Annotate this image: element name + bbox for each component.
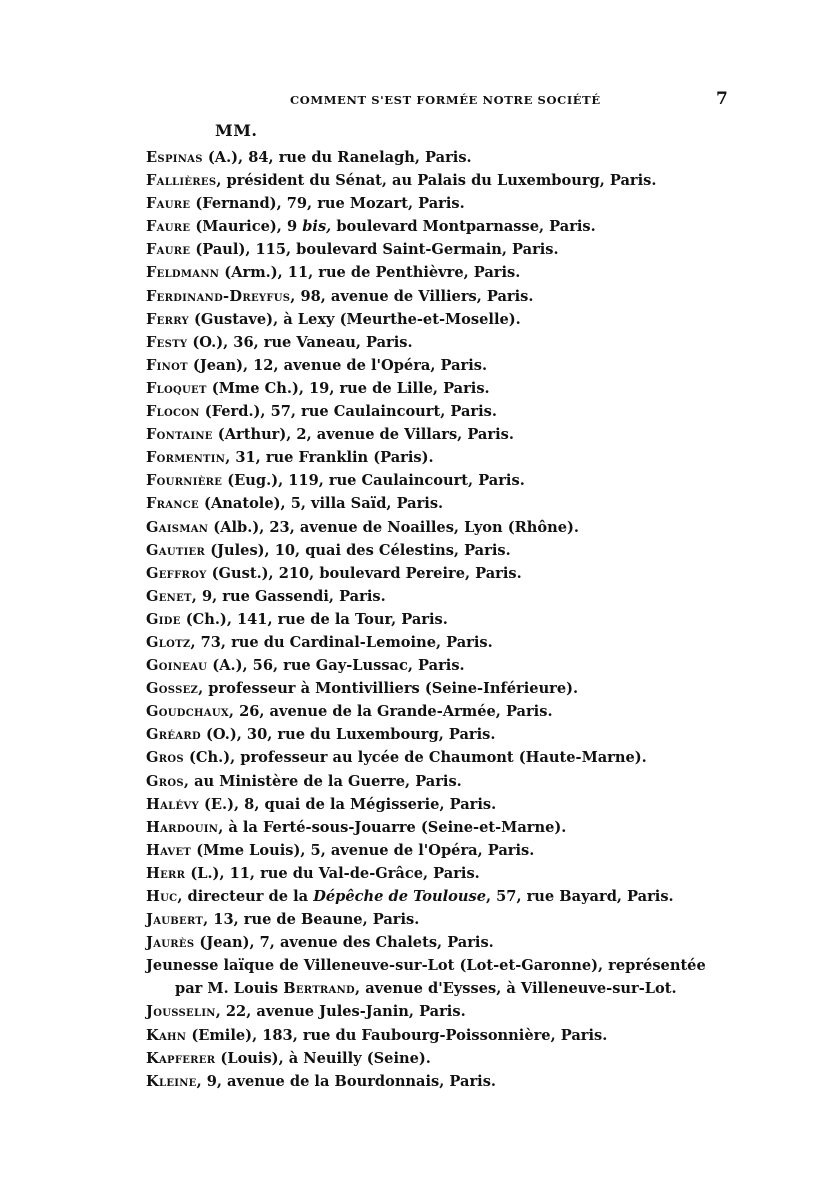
member-details: , directeur de la (177, 888, 314, 905)
member-details: (O.), 30, rue du Luxembourg, Paris. (200, 726, 496, 744)
list-item (146, 631, 736, 654)
member-details: (Maurice), 9 (190, 218, 303, 236)
member-surname: Fontaine (146, 426, 213, 444)
list-item (146, 677, 736, 700)
list-item (146, 885, 736, 908)
member-surname: Gréard (146, 726, 201, 744)
member-details: (Ch.), 141, rue de la Tour, Paris. (180, 610, 448, 628)
list-item (146, 746, 736, 769)
member-details-italic: bis, (302, 218, 332, 236)
list-item (146, 539, 736, 562)
member-details: , 57, rue Bayard, Paris. (485, 888, 674, 905)
member-details: Jeunesse laïque de Villeneuve-sur-Lot (Lot-et-Garonne), représentée par M. Louis (146, 957, 706, 998)
member-surname: Fournière (146, 472, 223, 490)
member-details: (E.), 8, quai de la Mégisserie, Paris. (198, 795, 497, 813)
member-details: (Gust.), 210, boulevard Pereire, Paris. (206, 564, 522, 582)
member-surname: France (146, 495, 199, 513)
member-details-italic: Dépêche de Toulouse (313, 888, 486, 905)
member-details: (Arm.), 11, rue de Penthièvre, Paris. (219, 264, 521, 282)
list-item (146, 446, 736, 469)
member-surname: Gros (146, 772, 184, 790)
list-item (146, 192, 736, 215)
member-surname: Goudchaux (146, 703, 229, 721)
member-surname: Genet (146, 587, 192, 605)
member-details: (Paul), 115, boulevard Saint-Germain, Paris. (190, 241, 559, 259)
member-surname: Festy (146, 333, 188, 351)
member-surname: Bertrand (283, 980, 356, 998)
list-item (146, 585, 736, 608)
member-surname: Floquet (146, 379, 207, 397)
member-surname: Havet (146, 841, 192, 859)
member-details: , avenue d'Eysses, à Villeneuve-sur-Lot. (355, 980, 677, 998)
list-item (146, 492, 736, 515)
member-surname: Kapferer (146, 1049, 216, 1067)
member-details: (Eug.), 119, rue Caulaincourt, Paris. (222, 472, 525, 490)
member-surname: Gaisman (146, 518, 209, 536)
member-details: (Fernand), 79, rue Mozart, Paris. (190, 195, 465, 213)
member-surname: Herr (146, 864, 186, 882)
member-surname: Gros (146, 749, 184, 767)
member-details: (Jules), 10, quai des Célestins, Paris. (205, 541, 511, 559)
member-details: (Jean), 12, avenue de l'Opéra, Paris. (187, 356, 488, 374)
member-details: (Emile), 183, rue du Faubourg-Poissonnière, Paris. (186, 1026, 608, 1044)
list-item (146, 146, 736, 169)
member-details: (Mme Louis), 5, avenue de l'Opéra, Paris. (191, 841, 535, 859)
member-list (146, 146, 736, 1093)
list-item (146, 770, 736, 793)
list-item (146, 169, 736, 192)
list-item (146, 793, 736, 816)
member-details: (A.), 84, rue du Ranelagh, Paris. (202, 149, 472, 166)
member-details: , à la Ferté-sous-Jouarre (Seine-et-Marne). (218, 818, 567, 836)
member-details: , 13, rue de Beaune, Paris. (203, 911, 420, 929)
member-details: , au Ministère de la Guerre, Paris. (183, 772, 462, 790)
member-details: , 22, avenue Jules-Janin, Paris. (215, 1003, 466, 1021)
member-surname: Feldmann (146, 264, 220, 282)
member-surname: Halévy (146, 795, 199, 813)
list-item (146, 1000, 736, 1023)
member-details: boulevard Montparnasse, Paris. (331, 218, 596, 236)
member-details: , président du Sénat, au Palais du Luxembourg, Paris. (216, 172, 657, 190)
list-item (146, 1047, 736, 1070)
member-details: , 9, avenue de la Bourdonnais, Paris. (196, 1072, 496, 1090)
member-details: (Arthur), 2, avenue de Villars, Paris. (212, 426, 514, 444)
member-surname: Goineau (146, 657, 208, 675)
list-item (146, 908, 736, 931)
list-item (146, 423, 736, 446)
member-surname: Ferry (146, 310, 189, 328)
member-surname: Faure (146, 218, 191, 236)
member-details: (L.), 11, rue du Val-de-Grâce, Paris. (185, 864, 480, 882)
list-item (146, 469, 736, 492)
member-surname: Glotz (146, 633, 191, 651)
page-number: 7 (716, 89, 728, 109)
member-details: , 31, rue Franklin (Paris). (225, 449, 434, 467)
member-details: , 9, rue Gassendi, Paris. (191, 587, 386, 605)
list-item (146, 331, 736, 354)
running-title: COMMENT S'EST FORMÉE NOTRE SOCIÉTÉ (290, 93, 601, 107)
list-item (146, 931, 736, 954)
list-item (146, 1070, 736, 1093)
member-surname: Kleine (146, 1072, 197, 1090)
member-details: , 26, avenue de la Grande-Armée, Paris. (228, 703, 553, 721)
list-item (146, 816, 736, 839)
member-surname: Gossez (146, 680, 199, 698)
member-surname: Espinas (146, 149, 203, 166)
member-details: (Ch.), professeur au lycée de Chaumont (Haute-Marne). (183, 749, 647, 767)
member-surname: Jaurès (146, 934, 195, 952)
list-item (146, 700, 736, 723)
list-item (146, 215, 736, 238)
member-surname: Faure (146, 195, 191, 213)
member-details: (Jean), 7, avenue des Chalets, Paris. (194, 934, 494, 952)
member-details: (Alb.), 23, avenue de Noailles, Lyon (Rhône). (208, 518, 579, 536)
member-details: (Mme Ch.), 19, rue de Lille, Paris. (206, 379, 490, 397)
member-details: , 98, avenue de Villiers, Paris. (290, 287, 534, 305)
member-details: , professeur à Montivilliers (Seine-Inférieure). (198, 680, 579, 698)
member-surname: Finot (146, 356, 188, 374)
list-item (146, 400, 736, 423)
list-item (146, 839, 736, 862)
list-item (146, 1024, 736, 1047)
list-item (146, 238, 736, 261)
list-item (146, 954, 736, 1000)
member-surname: Gautier (146, 541, 206, 559)
member-surname: Flocon (146, 403, 200, 421)
member-surname: Gide (146, 610, 181, 628)
member-surname: Faure (146, 241, 191, 259)
member-surname: Kahn (146, 1026, 187, 1044)
list-item (146, 516, 736, 539)
list-item (146, 261, 736, 284)
list-item (146, 377, 736, 400)
list-item (146, 654, 736, 677)
list-item (146, 562, 736, 585)
list-item (146, 608, 736, 631)
member-surname: Hardouin (146, 818, 219, 836)
member-surname: Jousselin (146, 1003, 216, 1021)
list-item (146, 308, 736, 331)
member-surname: Ferdinand-Dreyfus (146, 287, 291, 305)
member-surname: Formentin (146, 449, 226, 467)
member-details: (O.), 36, rue Vaneau, Paris. (187, 333, 413, 351)
salutation: MM. (215, 121, 258, 140)
member-details: (Gustave), à Lexy (Meurthe-et-Moselle). (188, 310, 521, 328)
member-surname: Fallières (146, 172, 217, 190)
list-item (146, 285, 736, 308)
member-details: (A.), 56, rue Gay-Lussac, Paris. (207, 657, 465, 675)
member-details: , 73, rue du Cardinal-Lemoine, Paris. (190, 633, 493, 651)
member-details: (Louis), à Neuilly (Seine). (215, 1049, 431, 1067)
list-item (146, 862, 736, 885)
list-item (146, 354, 736, 377)
list-item (146, 723, 736, 746)
member-surname: Jaubert (146, 911, 204, 929)
member-details: (Ferd.), 57, rue Caulaincourt, Paris. (199, 403, 497, 421)
member-details: (Anatole), 5, villa Saïd, Paris. (198, 495, 444, 513)
member-surname: Huc (146, 888, 178, 905)
member-surname: Geffroy (146, 564, 207, 582)
